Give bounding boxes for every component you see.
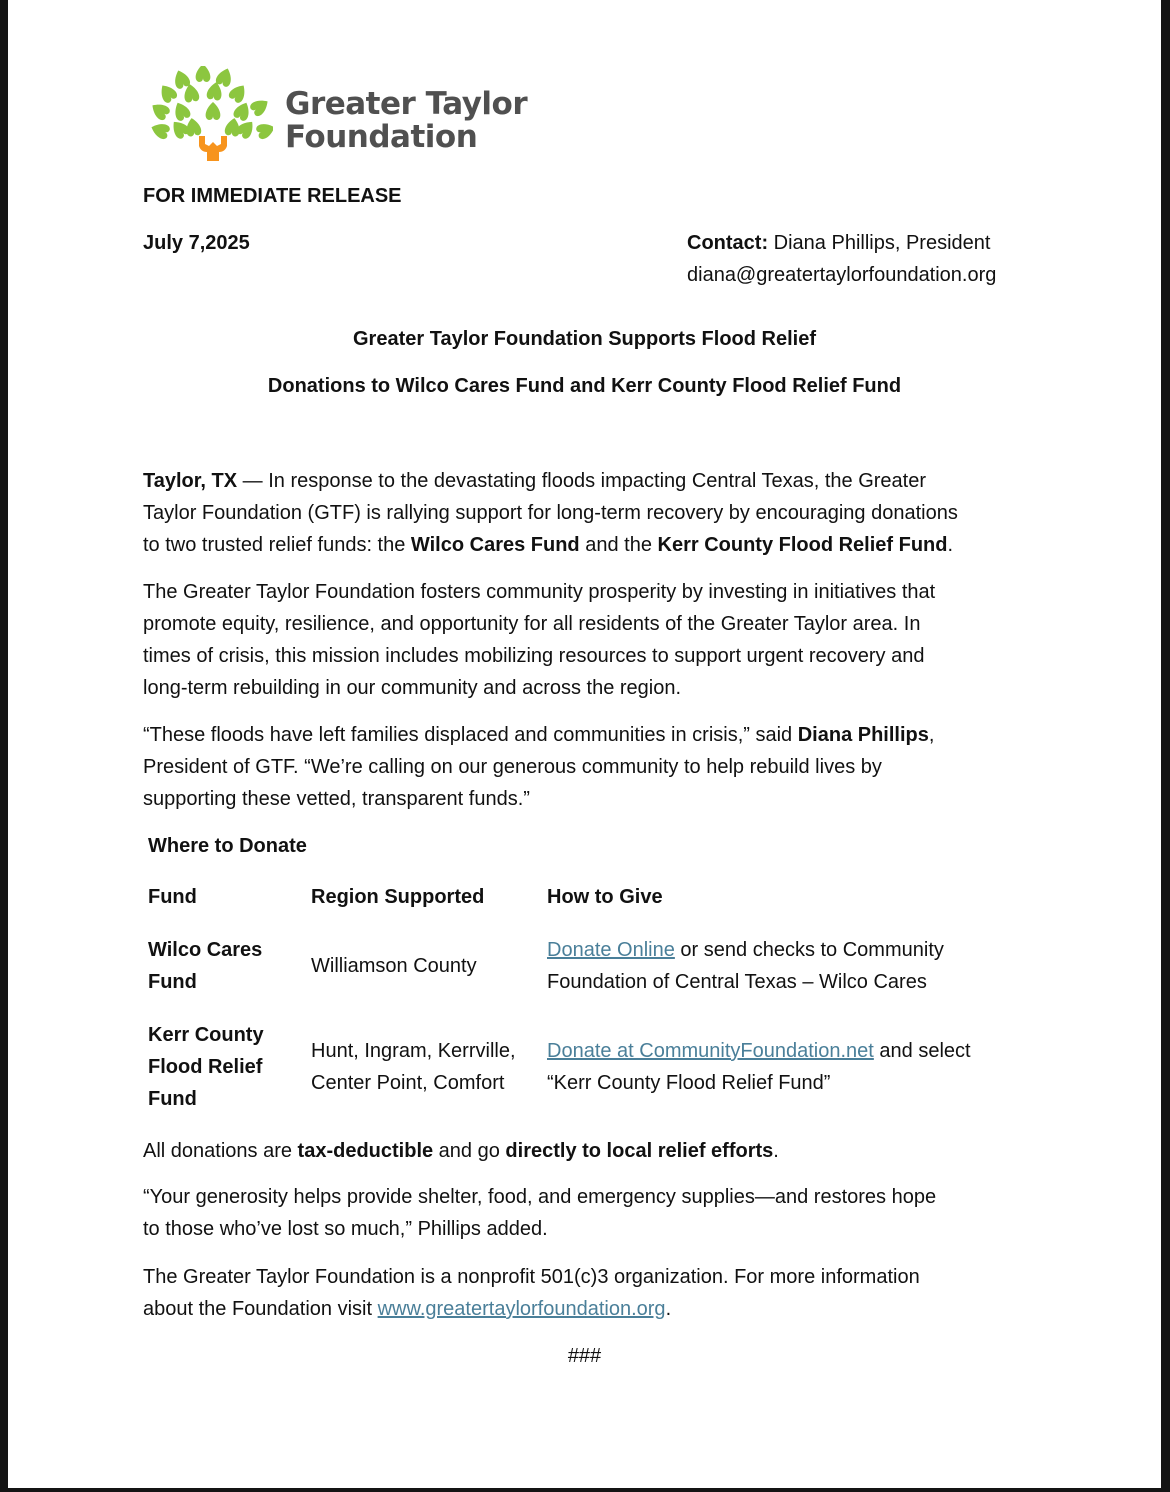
donate-heading: Where to Donate [148, 835, 307, 857]
fund-name-wilco: Wilco Cares Fund [410, 534, 580, 556]
p2-line-3: times of crisis, this mission includes mobilizing resources to support urgent recovery and [143, 645, 925, 667]
p4-a: All donations are [143, 1140, 298, 1162]
p3-line-2: President of GTF. “We’re calling on our generous community to help rebuild lives by [143, 756, 882, 778]
website-link[interactable]: www.greatertaylorfoundation.org [377, 1298, 666, 1320]
p4-c: and go [433, 1140, 506, 1162]
row1-region: Williamson County [311, 955, 477, 977]
p3-line-3: supporting these vetted, transparent funds.” [143, 788, 530, 810]
p2-line-2: promote equity, resilience, and opportunity for all residents of the Greater Taylor area. In [143, 613, 921, 635]
row2-region-line-1: Hunt, Ingram, Kerrville, [311, 1040, 516, 1062]
logo-line-2: Foundation [285, 119, 478, 155]
leaf-shape [196, 66, 211, 82]
row2-region-line-2: Center Point, Comfort [311, 1072, 505, 1094]
tree-icon [143, 66, 273, 166]
row1-give-text: or send checks to Community [674, 939, 944, 961]
row1-fund-line-2: Fund [148, 971, 197, 993]
row2-give-line-1 [547, 1035, 971, 1067]
contact-email[interactable]: diana@greatertaylorfoundation.org [687, 264, 997, 286]
fund-name-kerr: Kerr County Flood Relief Fund [657, 534, 948, 556]
p1-line-1-text: — In response to the devastating floods impacting Central Texas, the Greater [237, 470, 927, 492]
end-mark: ### [567, 1345, 602, 1367]
row2-give-text: and select [873, 1040, 971, 1062]
p3-line-1 [143, 719, 934, 751]
quoted-person: Diana Phillips [797, 724, 929, 746]
foundation-logo [143, 66, 528, 166]
headline: Greater Taylor Foundation Supports Flood Relief [353, 328, 816, 350]
p1-line-3-c: . [947, 534, 954, 556]
p6-line-2-a: about the Foundation visit [143, 1298, 378, 1320]
p6-line-2-b: . [665, 1298, 672, 1320]
table-header-fund: Fund [148, 886, 197, 908]
row2-fund-line-3: Fund [148, 1088, 197, 1110]
row2-fund-line-2: Flood Relief [148, 1056, 263, 1078]
p3-line-1-a: “These floods have left families displaced and communities in crisis,” said [143, 724, 798, 746]
p6-line-1: The Greater Taylor Foundation is a nonprofit 501(c)3 organization. For more information [143, 1266, 920, 1288]
release-label: FOR IMMEDIATE RELEASE [143, 185, 402, 207]
p5-line-1: “Your generosity helps provide shelter, food, and emergency supplies—and restores hope [143, 1186, 937, 1208]
leaf-shape [156, 81, 178, 104]
p4-direct: directly to local relief efforts [505, 1140, 774, 1162]
table-header-give: How to Give [547, 886, 663, 908]
release-date: July 7,2025 [143, 232, 250, 254]
donate-online-link[interactable]: Donate Online [547, 939, 675, 961]
p3-line-1-b: , [928, 724, 935, 746]
p4-tax-deductible: tax-deductible [297, 1140, 434, 1162]
leaf-shape [224, 117, 242, 137]
dateline: Taylor, TX [143, 470, 238, 492]
p1-line-1 [143, 465, 926, 497]
logo-line-1: Greater Taylor [285, 86, 528, 122]
leaf-shape [227, 81, 249, 104]
leaf-shape [149, 120, 171, 140]
document-page [8, 0, 1161, 1488]
community-foundation-link[interactable]: Donate at CommunityFoundation.net [547, 1040, 874, 1062]
p1-line-2: Taylor Foundation (GTF) is rallying support for long-term recovery by encouraging donations [143, 502, 958, 524]
p2-line-1: The Greater Taylor Foundation fosters community prosperity by investing in initiatives that [143, 581, 936, 603]
leaf-shape [206, 102, 221, 120]
row2-fund-line-1: Kerr County [148, 1024, 264, 1046]
leaf-shape [232, 100, 253, 123]
p2-line-4: long-term rebuilding in our community and across the region. [143, 677, 682, 699]
contact-line [687, 227, 990, 259]
row1-give-line-1 [547, 934, 944, 966]
contact-label: Contact: [687, 232, 769, 254]
p1-line-3-a: to two trusted relief funds: the [143, 534, 411, 556]
leaf-shape [249, 95, 272, 117]
p5-line-2: to those who’ve lost so much,” Phillips added. [143, 1218, 548, 1240]
row1-give-line-2: Foundation of Central Texas – Wilco Cares [547, 971, 927, 993]
contact-name: Diana Phillips, President [773, 232, 991, 254]
p1-line-3 [143, 529, 953, 561]
leaf-shape [171, 100, 192, 123]
p6-line-2 [143, 1293, 671, 1325]
subheadline: Donations to Wilco Cares Fund and Kerr County Flood Relief Fund [267, 375, 902, 397]
p4-e: . [773, 1140, 779, 1162]
row2-give-line-2: “Kerr County Flood Relief Fund” [547, 1072, 831, 1094]
logo-wordmark [285, 88, 527, 154]
leaf-shape [184, 117, 202, 137]
row1-fund-line-1: Wilco Cares [148, 939, 263, 961]
leaf-shape [255, 120, 273, 140]
table-header-region: Region Supported [311, 886, 485, 908]
p4 [143, 1135, 779, 1167]
p1-line-3-b: and the [579, 534, 658, 556]
